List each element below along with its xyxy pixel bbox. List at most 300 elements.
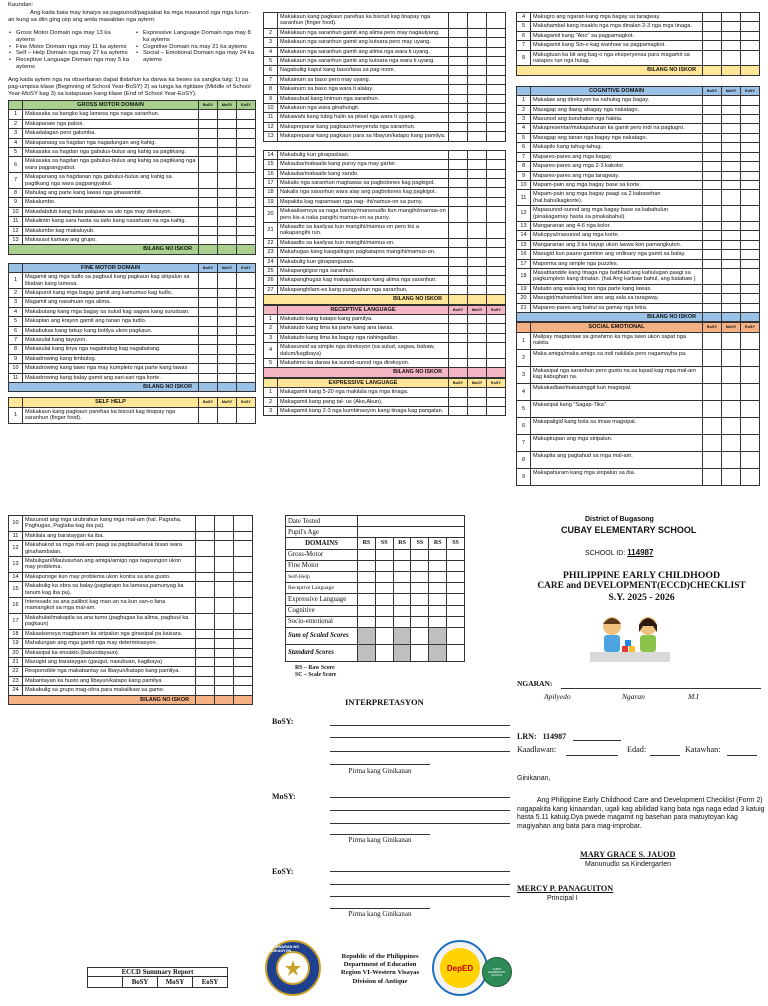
score-cell[interactable] — [468, 359, 487, 368]
score-value[interactable] — [447, 616, 465, 627]
score-cell[interactable] — [741, 22, 760, 31]
score-cell[interactable] — [487, 207, 506, 223]
score-value[interactable] — [393, 644, 411, 661]
score-cell[interactable] — [215, 516, 234, 532]
score-cell[interactable] — [449, 388, 468, 397]
score-cell[interactable] — [703, 162, 722, 171]
score-cell[interactable] — [215, 667, 234, 676]
score-cell[interactable] — [741, 66, 760, 75]
score-cell[interactable] — [741, 434, 760, 451]
score-cell[interactable] — [449, 285, 468, 294]
score-cell[interactable] — [722, 221, 741, 230]
score-cell[interactable] — [237, 245, 256, 254]
score-cell[interactable] — [722, 22, 741, 31]
score-cell[interactable] — [468, 397, 487, 406]
score-cell[interactable] — [741, 417, 760, 434]
score-cell[interactable] — [468, 333, 487, 342]
score-cell[interactable] — [468, 197, 487, 206]
score-cell[interactable] — [215, 572, 234, 581]
score-cell[interactable] — [449, 47, 468, 56]
score-cell[interactable] — [449, 75, 468, 84]
score-cell[interactable] — [196, 541, 215, 557]
score-cell[interactable] — [703, 451, 722, 468]
score-cell[interactable] — [237, 336, 256, 345]
score-cell[interactable] — [722, 417, 741, 434]
score-cell[interactable] — [487, 169, 506, 178]
score-cell[interactable] — [703, 284, 722, 293]
score-cell[interactable] — [722, 259, 741, 268]
score-cell[interactable] — [468, 178, 487, 187]
score-cell[interactable] — [199, 217, 218, 226]
score-cell[interactable] — [487, 343, 506, 359]
score-cell[interactable] — [199, 173, 218, 189]
score-cell[interactable] — [468, 315, 487, 324]
score-cell[interactable] — [237, 226, 256, 235]
score-cell[interactable] — [487, 222, 506, 238]
score-cell[interactable] — [468, 207, 487, 223]
score-cell[interactable] — [215, 613, 234, 629]
score-cell[interactable] — [237, 407, 256, 423]
score-value[interactable] — [375, 605, 393, 616]
score-cell[interactable] — [468, 388, 487, 397]
score-cell[interactable] — [234, 516, 253, 532]
score-cell[interactable] — [449, 122, 468, 131]
score-cell[interactable] — [487, 285, 506, 294]
score-cell[interactable] — [449, 104, 468, 113]
score-value[interactable] — [358, 583, 376, 594]
score-cell[interactable] — [237, 157, 256, 173]
score-cell[interactable] — [218, 235, 237, 244]
score-cell[interactable] — [741, 451, 760, 468]
score-cell[interactable] — [722, 349, 741, 366]
score-cell[interactable] — [449, 85, 468, 94]
score-cell[interactable] — [218, 298, 237, 307]
score-cell[interactable] — [703, 115, 722, 124]
score-cell[interactable] — [234, 598, 253, 614]
score-cell[interactable] — [703, 231, 722, 240]
score-cell[interactable] — [487, 324, 506, 333]
score-cell[interactable] — [237, 326, 256, 335]
score-cell[interactable] — [703, 303, 722, 312]
score-cell[interactable] — [449, 315, 468, 324]
score-cell[interactable] — [218, 373, 237, 382]
score-value[interactable] — [393, 616, 411, 627]
score-cell[interactable] — [468, 47, 487, 56]
score-value[interactable] — [375, 594, 393, 605]
score-cell[interactable] — [234, 648, 253, 657]
score-cell[interactable] — [703, 105, 722, 114]
score-cell[interactable] — [218, 173, 237, 189]
score-cell[interactable] — [722, 96, 741, 105]
score-cell[interactable] — [703, 22, 722, 31]
score-cell[interactable] — [199, 354, 218, 363]
score-cell[interactable] — [199, 317, 218, 326]
score-value[interactable] — [411, 616, 429, 627]
score-cell[interactable] — [199, 289, 218, 298]
score-cell[interactable] — [468, 276, 487, 285]
score-value[interactable] — [447, 583, 465, 594]
score-cell[interactable] — [722, 124, 741, 133]
score-cell[interactable] — [218, 407, 237, 423]
score-cell[interactable] — [234, 657, 253, 666]
score-value[interactable] — [375, 549, 393, 560]
score-cell[interactable] — [487, 113, 506, 122]
score-cell[interactable] — [741, 468, 760, 485]
score-value[interactable] — [411, 571, 429, 582]
score-cell[interactable] — [487, 407, 506, 416]
score-cell[interactable] — [468, 75, 487, 84]
score-cell[interactable] — [449, 295, 468, 304]
score-cell[interactable] — [722, 451, 741, 468]
score-cell[interactable] — [196, 695, 215, 704]
score-value[interactable] — [393, 571, 411, 582]
score-value[interactable] — [447, 605, 465, 616]
score-cell[interactable] — [722, 332, 741, 349]
score-cell[interactable] — [741, 171, 760, 180]
score-cell[interactable] — [722, 206, 741, 222]
score-cell[interactable] — [722, 41, 741, 50]
score-cell[interactable] — [196, 629, 215, 638]
score-cell[interactable] — [468, 94, 487, 103]
score-cell[interactable] — [237, 119, 256, 128]
score-cell[interactable] — [196, 667, 215, 676]
score-cell[interactable] — [449, 407, 468, 416]
score-cell[interactable] — [218, 273, 237, 289]
score-cell[interactable] — [722, 468, 741, 485]
score-cell[interactable] — [741, 50, 760, 66]
score-cell[interactable] — [199, 345, 218, 354]
score-cell[interactable] — [218, 138, 237, 147]
score-cell[interactable] — [722, 268, 741, 284]
score-cell[interactable] — [449, 368, 468, 377]
score-value[interactable] — [429, 583, 447, 594]
score-cell[interactable] — [196, 686, 215, 695]
score-value[interactable] — [411, 644, 429, 661]
score-cell[interactable] — [199, 373, 218, 382]
score-cell[interactable] — [199, 364, 218, 373]
score-cell[interactable] — [199, 407, 218, 423]
score-cell[interactable] — [741, 162, 760, 171]
score-cell[interactable] — [449, 222, 468, 238]
score-cell[interactable] — [449, 333, 468, 342]
score-cell[interactable] — [237, 198, 256, 207]
score-cell[interactable] — [234, 686, 253, 695]
score-value[interactable] — [411, 583, 429, 594]
score-value[interactable] — [358, 549, 376, 560]
score-cell[interactable] — [703, 259, 722, 268]
score-value[interactable] — [447, 594, 465, 605]
score-cell[interactable] — [218, 317, 237, 326]
score-cell[interactable] — [468, 222, 487, 238]
score-cell[interactable] — [741, 332, 760, 349]
score-cell[interactable] — [703, 31, 722, 40]
score-cell[interactable] — [199, 273, 218, 289]
score-value[interactable] — [429, 644, 447, 661]
score-value[interactable] — [447, 560, 465, 571]
score-cell[interactable] — [741, 284, 760, 293]
score-cell[interactable] — [703, 180, 722, 189]
score-cell[interactable] — [703, 468, 722, 485]
score-cell[interactable] — [741, 206, 760, 222]
score-cell[interactable] — [215, 531, 234, 540]
score-cell[interactable] — [703, 250, 722, 259]
score-cell[interactable] — [468, 266, 487, 275]
score-cell[interactable] — [487, 315, 506, 324]
score-cell[interactable] — [703, 366, 722, 383]
score-cell[interactable] — [487, 94, 506, 103]
score-cell[interactable] — [215, 657, 234, 666]
score-cell[interactable] — [741, 124, 760, 133]
score-cell[interactable] — [218, 110, 237, 119]
score-cell[interactable] — [468, 188, 487, 197]
score-cell[interactable] — [487, 75, 506, 84]
score-value[interactable] — [411, 549, 429, 560]
score-value[interactable] — [358, 594, 376, 605]
score-cell[interactable] — [487, 248, 506, 257]
score-cell[interactable] — [487, 85, 506, 94]
score-cell[interactable] — [196, 648, 215, 657]
score-cell[interactable] — [703, 143, 722, 152]
score-cell[interactable] — [449, 266, 468, 275]
score-cell[interactable] — [196, 531, 215, 540]
score-cell[interactable] — [722, 284, 741, 293]
score-cell[interactable] — [487, 66, 506, 75]
score-value[interactable] — [393, 549, 411, 560]
score-cell[interactable] — [234, 572, 253, 581]
score-cell[interactable] — [722, 366, 741, 383]
score-cell[interactable] — [741, 41, 760, 50]
score-cell[interactable] — [215, 639, 234, 648]
score-cell[interactable] — [741, 96, 760, 105]
score-cell[interactable] — [487, 276, 506, 285]
score-cell[interactable] — [449, 276, 468, 285]
score-cell[interactable] — [703, 133, 722, 142]
score-cell[interactable] — [199, 307, 218, 316]
score-cell[interactable] — [703, 152, 722, 161]
score-cell[interactable] — [218, 383, 237, 392]
score-cell[interactable] — [722, 240, 741, 249]
score-cell[interactable] — [722, 171, 741, 180]
score-value[interactable] — [393, 560, 411, 571]
score-cell[interactable] — [703, 13, 722, 22]
score-cell[interactable] — [449, 178, 468, 187]
score-cell[interactable] — [199, 298, 218, 307]
score-value[interactable] — [358, 571, 376, 582]
score-cell[interactable] — [237, 129, 256, 138]
score-value[interactable] — [447, 627, 465, 644]
score-cell[interactable] — [722, 400, 741, 417]
score-cell[interactable] — [215, 648, 234, 657]
score-cell[interactable] — [741, 115, 760, 124]
score-value[interactable] — [411, 627, 429, 644]
score-cell[interactable] — [218, 198, 237, 207]
score-cell[interactable] — [199, 157, 218, 173]
score-cell[interactable] — [199, 188, 218, 197]
score-cell[interactable] — [218, 226, 237, 235]
score-cell[interactable] — [237, 317, 256, 326]
score-cell[interactable] — [237, 235, 256, 244]
score-cell[interactable] — [234, 667, 253, 676]
score-cell[interactable] — [218, 326, 237, 335]
score-cell[interactable] — [218, 354, 237, 363]
score-cell[interactable] — [703, 400, 722, 417]
score-cell[interactable] — [199, 235, 218, 244]
score-cell[interactable] — [741, 349, 760, 366]
score-cell[interactable] — [218, 245, 237, 254]
score-cell[interactable] — [468, 238, 487, 247]
score-cell[interactable] — [487, 28, 506, 37]
score-cell[interactable] — [237, 383, 256, 392]
score-cell[interactable] — [449, 257, 468, 266]
score-cell[interactable] — [722, 250, 741, 259]
score-cell[interactable] — [741, 240, 760, 249]
score-cell[interactable] — [237, 207, 256, 216]
score-cell[interactable] — [741, 294, 760, 303]
score-cell[interactable] — [468, 285, 487, 294]
score-cell[interactable] — [218, 217, 237, 226]
score-cell[interactable] — [215, 676, 234, 685]
score-cell[interactable] — [487, 388, 506, 397]
score-cell[interactable] — [237, 298, 256, 307]
score-cell[interactable] — [703, 50, 722, 66]
score-cell[interactable] — [449, 207, 468, 223]
score-cell[interactable] — [468, 368, 487, 377]
score-cell[interactable] — [468, 295, 487, 304]
score-cell[interactable] — [487, 13, 506, 29]
score-value[interactable] — [358, 605, 376, 616]
score-cell[interactable] — [449, 94, 468, 103]
score-cell[interactable] — [487, 359, 506, 368]
score-cell[interactable] — [449, 324, 468, 333]
score-cell[interactable] — [468, 13, 487, 29]
score-value[interactable] — [358, 560, 376, 571]
score-cell[interactable] — [741, 383, 760, 400]
score-value[interactable] — [429, 571, 447, 582]
score-cell[interactable] — [468, 122, 487, 131]
score-cell[interactable] — [741, 366, 760, 383]
score-cell[interactable] — [741, 259, 760, 268]
score-cell[interactable] — [468, 160, 487, 169]
score-cell[interactable] — [449, 248, 468, 257]
score-cell[interactable] — [196, 676, 215, 685]
score-cell[interactable] — [722, 190, 741, 206]
score-cell[interactable] — [468, 150, 487, 159]
score-cell[interactable] — [741, 231, 760, 240]
score-cell[interactable] — [234, 639, 253, 648]
score-cell[interactable] — [449, 160, 468, 169]
score-cell[interactable] — [199, 245, 218, 254]
score-cell[interactable] — [487, 368, 506, 377]
score-cell[interactable] — [449, 38, 468, 47]
score-cell[interactable] — [722, 31, 741, 40]
score-cell[interactable] — [741, 31, 760, 40]
score-cell[interactable] — [741, 303, 760, 312]
score-cell[interactable] — [741, 268, 760, 284]
score-cell[interactable] — [722, 50, 741, 66]
score-cell[interactable] — [722, 180, 741, 189]
score-value[interactable] — [375, 560, 393, 571]
score-cell[interactable] — [218, 129, 237, 138]
score-cell[interactable] — [218, 364, 237, 373]
score-cell[interactable] — [722, 13, 741, 22]
score-cell[interactable] — [487, 132, 506, 141]
score-cell[interactable] — [199, 198, 218, 207]
score-cell[interactable] — [199, 336, 218, 345]
score-cell[interactable] — [741, 133, 760, 142]
score-cell[interactable] — [215, 598, 234, 614]
score-value[interactable] — [393, 583, 411, 594]
score-cell[interactable] — [487, 178, 506, 187]
score-cell[interactable] — [199, 129, 218, 138]
score-cell[interactable] — [703, 190, 722, 206]
score-cell[interactable] — [218, 119, 237, 128]
score-cell[interactable] — [722, 66, 741, 75]
score-cell[interactable] — [487, 38, 506, 47]
score-cell[interactable] — [237, 138, 256, 147]
score-cell[interactable] — [218, 307, 237, 316]
score-cell[interactable] — [234, 582, 253, 598]
score-cell[interactable] — [468, 38, 487, 47]
score-cell[interactable] — [199, 207, 218, 216]
score-value[interactable] — [429, 616, 447, 627]
score-cell[interactable] — [703, 240, 722, 249]
score-cell[interactable] — [487, 197, 506, 206]
score-cell[interactable] — [196, 516, 215, 532]
score-value[interactable] — [393, 605, 411, 616]
score-cell[interactable] — [487, 104, 506, 113]
score-cell[interactable] — [237, 354, 256, 363]
score-value[interactable] — [358, 644, 376, 661]
score-cell[interactable] — [468, 57, 487, 66]
score-cell[interactable] — [703, 96, 722, 105]
score-cell[interactable] — [199, 226, 218, 235]
score-cell[interactable] — [196, 582, 215, 598]
score-cell[interactable] — [468, 66, 487, 75]
score-cell[interactable] — [199, 119, 218, 128]
score-cell[interactable] — [234, 629, 253, 638]
score-value[interactable] — [375, 571, 393, 582]
score-cell[interactable] — [487, 238, 506, 247]
score-cell[interactable] — [741, 313, 760, 322]
score-cell[interactable] — [218, 207, 237, 216]
score-value[interactable] — [358, 527, 465, 538]
score-cell[interactable] — [468, 407, 487, 416]
score-cell[interactable] — [449, 197, 468, 206]
score-cell[interactable] — [722, 313, 741, 322]
score-cell[interactable] — [703, 434, 722, 451]
score-cell[interactable] — [468, 104, 487, 113]
score-cell[interactable] — [237, 173, 256, 189]
score-cell[interactable] — [722, 162, 741, 171]
score-cell[interactable] — [722, 133, 741, 142]
score-value[interactable] — [429, 549, 447, 560]
score-cell[interactable] — [237, 345, 256, 354]
score-cell[interactable] — [487, 257, 506, 266]
score-cell[interactable] — [722, 303, 741, 312]
score-cell[interactable] — [237, 289, 256, 298]
score-value[interactable] — [358, 616, 376, 627]
score-cell[interactable] — [741, 221, 760, 230]
score-value[interactable] — [375, 616, 393, 627]
score-cell[interactable] — [234, 541, 253, 557]
score-cell[interactable] — [703, 268, 722, 284]
score-cell[interactable] — [468, 169, 487, 178]
score-cell[interactable] — [703, 221, 722, 230]
score-cell[interactable] — [468, 113, 487, 122]
score-cell[interactable] — [468, 85, 487, 94]
score-value[interactable] — [411, 605, 429, 616]
score-cell[interactable] — [703, 383, 722, 400]
